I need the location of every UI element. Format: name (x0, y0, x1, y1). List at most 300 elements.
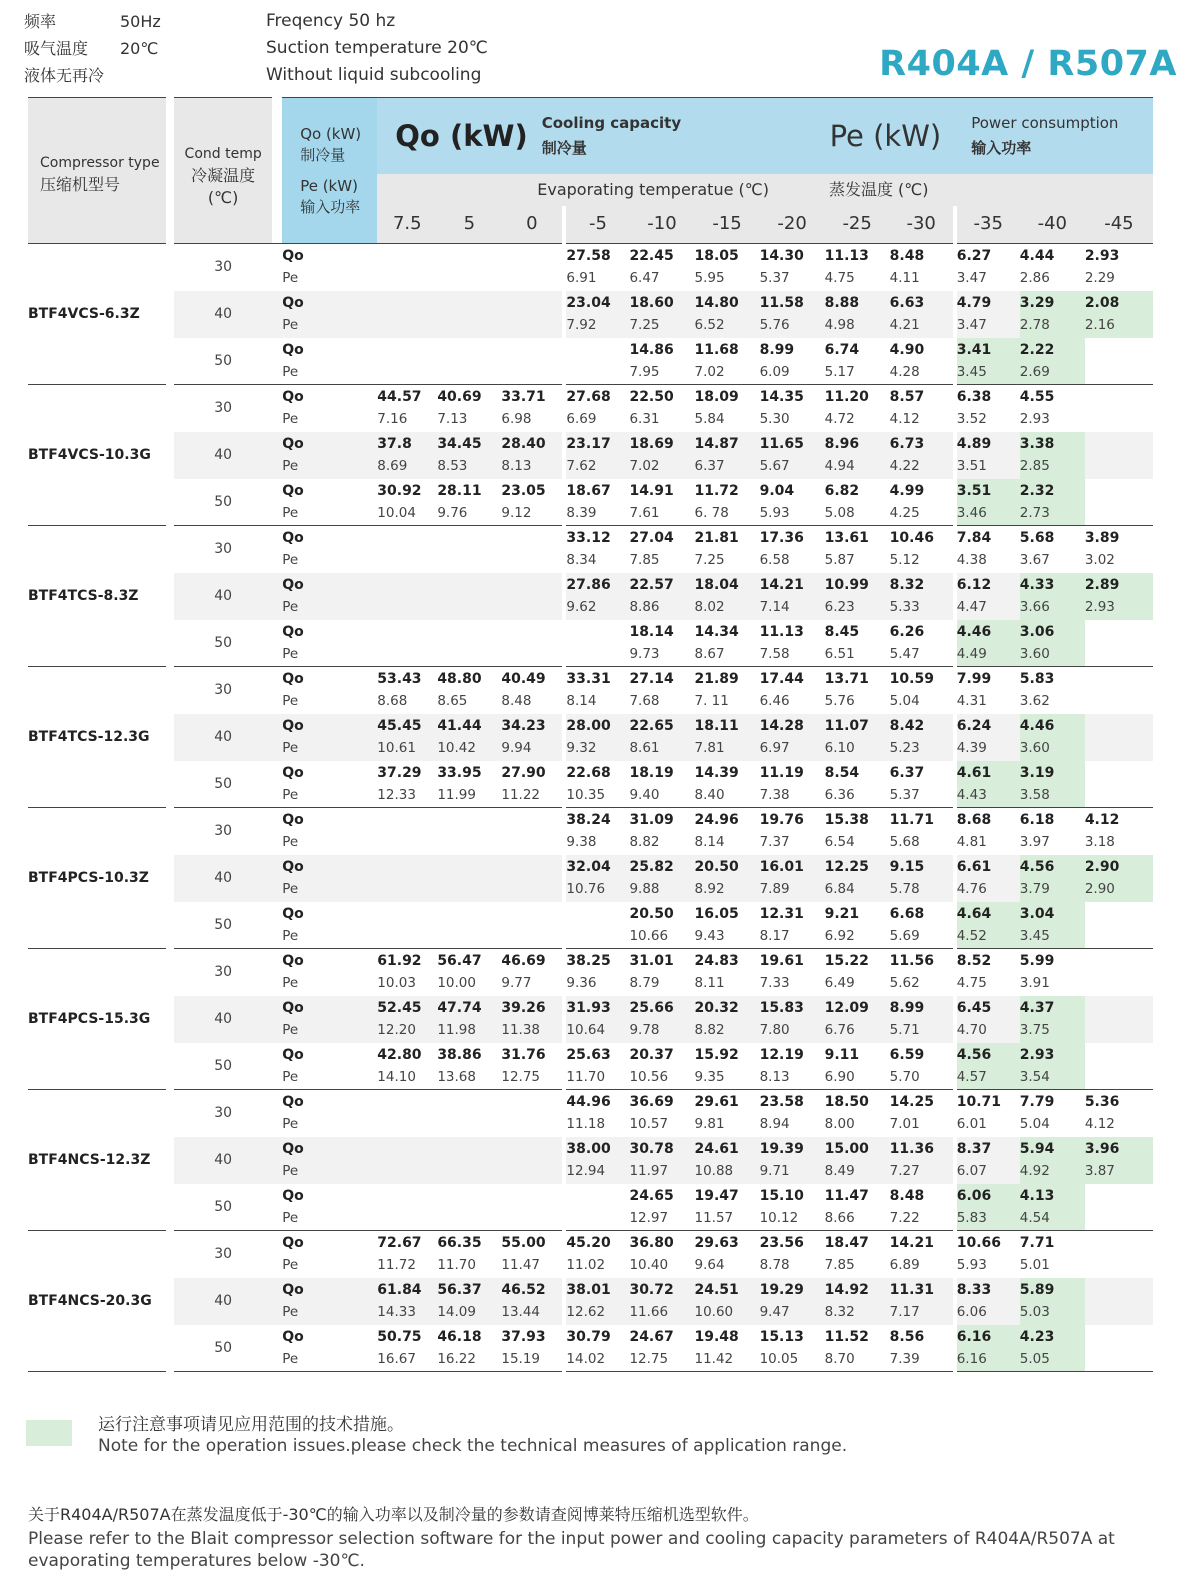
qo-value: 29.61 (694, 1094, 739, 1111)
pe-value: 8.69 (377, 458, 408, 474)
pe-value: 11.70 (437, 1257, 476, 1274)
pe-value: 7.01 (889, 1116, 920, 1133)
pe-value: 7.89 (759, 881, 790, 897)
qo-value: 7.79 (1019, 1094, 1055, 1111)
pe-value (437, 878, 501, 901)
qo-value: 11.19 (759, 764, 804, 781)
data-cell (377, 291, 437, 338)
qo-value: 6.37 (889, 764, 925, 781)
data-cell (955, 1278, 1020, 1325)
data-cell (377, 526, 437, 573)
data-cell (629, 573, 694, 620)
param-value: 50Hz (120, 12, 161, 31)
pe-label: Pe (282, 458, 299, 474)
param-value: 20℃ (120, 39, 159, 58)
data-cell (564, 714, 629, 761)
data-cell (629, 385, 694, 432)
pe-value: 5.76 (759, 317, 790, 333)
data-cell (955, 808, 1020, 855)
qo-value: 4.37 (1019, 1000, 1055, 1016)
qo-value: 14.21 (889, 1235, 934, 1252)
pe-value: 8.34 (566, 552, 597, 569)
data-cell (955, 385, 1020, 432)
qo-value (437, 1090, 501, 1113)
data-cell (1085, 1137, 1153, 1184)
cond-temp-cond-temp-en: Cond temp (184, 145, 262, 162)
pe-value: 5.04 (889, 693, 920, 710)
pe-value: 12.20 (377, 1022, 416, 1038)
data-cell (1085, 338, 1153, 385)
pe-value: 8.53 (437, 458, 468, 474)
qo-value (377, 573, 437, 596)
data-cell (377, 338, 437, 385)
gap (166, 244, 174, 385)
pe-value: 10.04 (377, 504, 416, 521)
pe-value (377, 1207, 437, 1230)
data-cell (437, 855, 501, 902)
qo-value (501, 1184, 562, 1207)
pe-value: 4.57 (956, 1068, 987, 1085)
pe-label: Pe (282, 881, 299, 897)
pe-value: 6.37 (694, 458, 725, 474)
pe-value: 6. 78 (694, 504, 729, 521)
data-cell (564, 432, 629, 479)
qo-value: 19.39 (759, 1141, 804, 1157)
data-cell (890, 1231, 955, 1278)
qo-value: 27.90 (501, 764, 546, 781)
qo-value: 24.61 (694, 1141, 739, 1157)
pe-value: 8.92 (694, 881, 725, 897)
pe-value: 10.88 (694, 1163, 734, 1179)
pe-value: 3.75 (1019, 1022, 1050, 1038)
data-cell (1020, 1278, 1085, 1325)
data-cell (377, 714, 437, 761)
data-cell (437, 1043, 501, 1090)
evap-temp-col: -20 (760, 206, 825, 244)
gap (272, 1137, 282, 1184)
qo-value: 37.93 (501, 1328, 546, 1345)
qo-value: 18.19 (629, 764, 674, 781)
data-cell (564, 1137, 629, 1184)
data-cell (760, 1043, 825, 1090)
pe-value: 4.21 (889, 317, 920, 333)
param-row (24, 8, 161, 35)
pe-label: Pe (282, 1304, 299, 1320)
pe-value (377, 361, 437, 384)
data-cell (629, 1043, 694, 1090)
cond-temp-value: 50 (214, 352, 233, 369)
qo-value: 44.96 (566, 1094, 611, 1111)
qo-value (377, 291, 437, 314)
pe-value: 8.61 (629, 740, 660, 756)
data-cell (1020, 620, 1085, 667)
qo-value: 52.45 (377, 1000, 422, 1016)
qo-value: 2.32 (1019, 482, 1055, 499)
qo-value: 6.74 (824, 341, 860, 358)
qo-label: Qo (282, 1141, 304, 1157)
qo-pe-labels (282, 1184, 377, 1231)
pe-value (437, 831, 501, 854)
qo-pe-labels (282, 291, 377, 338)
data-cell (955, 996, 1020, 1043)
pe-value (501, 925, 562, 948)
data-cell (564, 620, 629, 667)
qo-value: 11.68 (694, 341, 739, 358)
pe-value: 8.49 (824, 1163, 855, 1179)
pe-value (1085, 1019, 1153, 1042)
data-cell (825, 714, 890, 761)
qo-value: 4.44 (1019, 248, 1055, 265)
qo-value (377, 1137, 437, 1160)
evap-temp-col: -5 (564, 206, 629, 244)
pe-value: 9.36 (566, 975, 597, 992)
qo-value: 38.01 (566, 1282, 611, 1298)
data-cell (890, 1090, 955, 1137)
qo-value: 15.92 (694, 1046, 739, 1063)
qo-value: 14.25 (889, 1094, 934, 1111)
qo-value: 8.99 (889, 1000, 925, 1016)
pe-value: 9.35 (694, 1068, 725, 1085)
data-cell (1020, 855, 1085, 902)
qo-value: 4.89 (956, 436, 992, 452)
data-cell (629, 1137, 694, 1184)
pe-value: 8.14 (566, 693, 597, 710)
qo-value: 34.45 (437, 436, 482, 452)
data-cell (437, 1184, 501, 1231)
qo-value (566, 1184, 629, 1207)
pe-value: 8.40 (694, 786, 725, 803)
qo-value: 11.52 (824, 1328, 869, 1345)
qo-value: 8.57 (889, 389, 925, 406)
legend-text-zh: 运行注意事项请见应用范围的技术措施。 (98, 1415, 404, 1435)
pe-value (501, 314, 562, 337)
data-cell (1085, 573, 1153, 620)
qo-value: 3.41 (956, 341, 992, 358)
qo-value: 11.71 (889, 812, 934, 829)
qo-value: 4.46 (1019, 718, 1055, 734)
pe-value (1085, 1301, 1153, 1324)
pe-value (501, 643, 562, 666)
pe-value: 3.58 (1019, 786, 1050, 803)
pe-value: 6.36 (824, 786, 855, 803)
data-cell (955, 1137, 1020, 1184)
pe-value (437, 1113, 501, 1136)
qo-value (1085, 1184, 1153, 1207)
pe-value: 6.58 (759, 552, 790, 569)
qo-pe-labels (282, 1137, 377, 1184)
pe-value (377, 878, 437, 901)
pe-value: 8.14 (694, 834, 725, 851)
cond-temp-value: 30 (174, 526, 272, 573)
pe-value: 2.16 (1084, 317, 1115, 333)
qo-value: 8.88 (824, 295, 860, 311)
pe-value: 8.86 (629, 599, 660, 615)
data-cell (437, 714, 501, 761)
qo-value: 28.40 (501, 436, 546, 452)
data-cell (377, 855, 437, 902)
data-cell (1085, 291, 1153, 338)
data-cell (890, 244, 955, 291)
pe-value: 4.72 (824, 411, 855, 428)
compressor-type-header (28, 98, 166, 244)
qo-value (501, 291, 562, 314)
qo-value: 4.64 (956, 905, 992, 922)
data-cell (1085, 761, 1153, 808)
evap-temp-col: -40 (1020, 206, 1085, 244)
data-cell (1020, 667, 1085, 714)
compressor-model: BTF4PCS-15.3G (28, 949, 166, 1090)
qo-value: 56.47 (437, 953, 482, 970)
qo-label: Qo (282, 1328, 304, 1345)
qo-value (377, 244, 437, 267)
cond-temp-cond-temp-unit: (℃) (207, 187, 239, 207)
data-cell (501, 479, 564, 526)
pe-value: 6.98 (501, 411, 532, 428)
data-cell (760, 808, 825, 855)
data-cell (825, 949, 890, 996)
qo-label: Qo (282, 248, 304, 265)
qo-value (377, 855, 437, 878)
pe-value (1085, 925, 1153, 948)
qo-pe-labels (282, 1043, 377, 1090)
pe-value: 8.02 (694, 599, 725, 615)
cond-temp-value: 40 (174, 714, 272, 761)
pe-value: 11.42 (694, 1350, 734, 1367)
qo-value: 7.71 (1019, 1235, 1055, 1252)
data-cell (760, 1325, 825, 1372)
qo-pe-labels (282, 996, 377, 1043)
qo-label: Qo (282, 671, 304, 688)
pe-label: Pe (282, 927, 299, 944)
qo-value (501, 338, 562, 361)
pe-value: 4.12 (889, 411, 920, 428)
data-cell (825, 479, 890, 526)
pe-value: 12.94 (566, 1163, 606, 1179)
qo-value: 6.24 (956, 718, 992, 734)
data-cell (955, 1325, 1020, 1372)
data-cell (377, 1137, 437, 1184)
pe-value (377, 549, 437, 572)
pe-value: 12.97 (629, 1209, 669, 1226)
data-cell (564, 1231, 629, 1278)
qo-value (1085, 949, 1153, 972)
data-cell (1085, 1325, 1153, 1372)
pe-value (377, 831, 437, 854)
data-cell (1085, 949, 1153, 996)
qo-value: 18.47 (824, 1235, 869, 1252)
data-cell (377, 902, 437, 949)
data-cell (825, 1231, 890, 1278)
qo-value: 32.04 (566, 859, 611, 875)
pe-value (501, 878, 562, 901)
qo-value: 5.83 (1019, 671, 1055, 688)
pe-value: 7.37 (759, 834, 790, 851)
pe-value: 11.22 (501, 786, 541, 803)
data-cell (564, 667, 629, 714)
data-cell (890, 573, 955, 620)
data-cell (564, 1184, 629, 1231)
qo-value: 4.46 (956, 623, 992, 640)
qo-value: 24.51 (694, 1282, 739, 1298)
pe-value: 4.52 (956, 927, 987, 944)
qo-value: 14.80 (694, 295, 739, 311)
qo-value: 12.19 (759, 1046, 804, 1063)
pe-value: 6.47 (629, 270, 660, 287)
data-cell (629, 949, 694, 996)
qo-value: 36.80 (629, 1235, 674, 1252)
pe-label: Pe (282, 1116, 299, 1133)
pe-value: 9.62 (566, 599, 597, 615)
qo-value: 11.36 (889, 1141, 934, 1157)
pe-value (377, 1113, 437, 1136)
qo-value: 40.69 (437, 389, 482, 406)
qo-value: 10.66 (956, 1235, 1002, 1252)
pe-value: 9.76 (437, 504, 468, 521)
pe-value: 11.66 (629, 1304, 669, 1320)
data-cell (1020, 1325, 1085, 1372)
data-cell (501, 620, 564, 667)
data-cell (501, 1278, 564, 1325)
pe-label: Pe (282, 1163, 299, 1179)
gap (272, 432, 282, 479)
qo-value (377, 1090, 437, 1113)
pe-value: 5.84 (694, 411, 725, 428)
qo-value: 33.12 (566, 530, 611, 547)
qo-pe-labels (282, 338, 377, 385)
data-cell (1085, 1231, 1153, 1278)
qo-label: Qo (282, 718, 304, 734)
data-cell (564, 244, 629, 291)
pe-value: 11.18 (566, 1116, 606, 1133)
qo-value: 20.37 (629, 1046, 674, 1063)
data-cell (1020, 808, 1085, 855)
pe-value: 5.83 (956, 1209, 987, 1226)
pe-value: 9.78 (629, 1022, 660, 1038)
qo-value (1085, 1231, 1153, 1254)
data-cell (1020, 479, 1085, 526)
data-cell (437, 808, 501, 855)
data-cell (695, 432, 760, 479)
power-consumption-zh: 输入功率 (971, 138, 1032, 157)
data-cell (564, 291, 629, 338)
qo-value: 4.56 (956, 1046, 992, 1063)
qo-value: 28.00 (566, 718, 611, 734)
pe-value: 13.44 (501, 1304, 541, 1320)
pe-value: 7.27 (889, 1163, 920, 1179)
pe-value: 3.87 (1084, 1163, 1115, 1179)
qo-pe-legend-header (282, 98, 377, 244)
pe-value: 8.39 (566, 504, 597, 521)
qo-value (501, 855, 562, 878)
pe-value: 11.38 (501, 1022, 541, 1038)
data-cell (955, 714, 1020, 761)
qo-value: 61.92 (377, 953, 422, 970)
cond-temp-value: 30 (174, 385, 272, 432)
pe-value: 5.68 (889, 834, 920, 851)
qo-value: 28.11 (437, 482, 482, 499)
data-cell (377, 244, 437, 291)
qo-label: Qo (282, 295, 304, 311)
pe-value: 9.12 (501, 504, 532, 521)
data-cell (825, 291, 890, 338)
data-cell (437, 526, 501, 573)
pe-value (501, 1160, 562, 1183)
pe-value (377, 643, 437, 666)
data-cell (760, 949, 825, 996)
data-cell (695, 996, 760, 1043)
data-cell (760, 479, 825, 526)
pe-value: 11.57 (694, 1209, 734, 1226)
pe-value: 2.29 (1084, 270, 1115, 287)
qo-value (1085, 1278, 1153, 1301)
data-cell (437, 291, 501, 338)
data-cell (825, 761, 890, 808)
pe-label: Pe (282, 645, 299, 662)
power-consumption-en: Power consumption (971, 113, 1119, 132)
pe-label: Pe (282, 834, 299, 851)
data-cell (760, 1137, 825, 1184)
pe-value: 8.67 (694, 645, 725, 662)
qo-value: 27.14 (629, 671, 674, 688)
cooling-capacity-label (542, 111, 681, 161)
qo-value: 22.45 (629, 248, 674, 265)
qo-value (501, 1137, 562, 1160)
qo-value: 10.99 (824, 577, 869, 593)
data-cell (825, 855, 890, 902)
pe-value (437, 925, 501, 948)
pe-value: 8.00 (824, 1116, 855, 1133)
param-en: Without liquid subcooling (266, 65, 482, 85)
qo-value: 3.29 (1019, 295, 1055, 311)
qo-value: 22.50 (629, 389, 674, 406)
data-cell (890, 714, 955, 761)
data-cell (825, 338, 890, 385)
pe-value (566, 1207, 629, 1230)
pe-value: 10.40 (629, 1257, 669, 1274)
pe-value (437, 314, 501, 337)
gap (166, 385, 174, 526)
qo-value: 2.93 (1084, 248, 1120, 265)
pe-value: 7.85 (629, 552, 660, 569)
gap (166, 1090, 174, 1231)
pe-value: 7.80 (759, 1022, 790, 1038)
qo-label: Qo (282, 859, 304, 875)
pe-value: 10.57 (629, 1116, 669, 1133)
pe-value: 9.40 (629, 786, 660, 803)
qo-value: 14.30 (759, 248, 804, 265)
data-cell (629, 1325, 694, 1372)
pe-value: 9.43 (694, 927, 725, 944)
qo-value: 13.71 (824, 671, 869, 688)
data-cell (501, 1184, 564, 1231)
pe-label: Pe (282, 552, 299, 569)
pe-value: 5.08 (824, 504, 855, 521)
pe-value (1085, 737, 1153, 760)
param-row (24, 62, 161, 89)
gap (272, 98, 282, 244)
compressor-model: BTF4NCS-20.3G (28, 1231, 166, 1372)
compressor-model: BTF4TCS-8.3Z (28, 526, 166, 667)
qo-value: 5.68 (1019, 530, 1055, 547)
cond-temp-value: 50 (214, 775, 233, 792)
qo-value: 31.93 (566, 1000, 611, 1016)
qo-value: 11.58 (759, 295, 804, 311)
data-cell (1020, 902, 1085, 949)
pe-value: 3.60 (1019, 740, 1050, 756)
data-cell (760, 526, 825, 573)
data-cell (1085, 902, 1153, 949)
pe-value: 8.66 (824, 1209, 855, 1226)
